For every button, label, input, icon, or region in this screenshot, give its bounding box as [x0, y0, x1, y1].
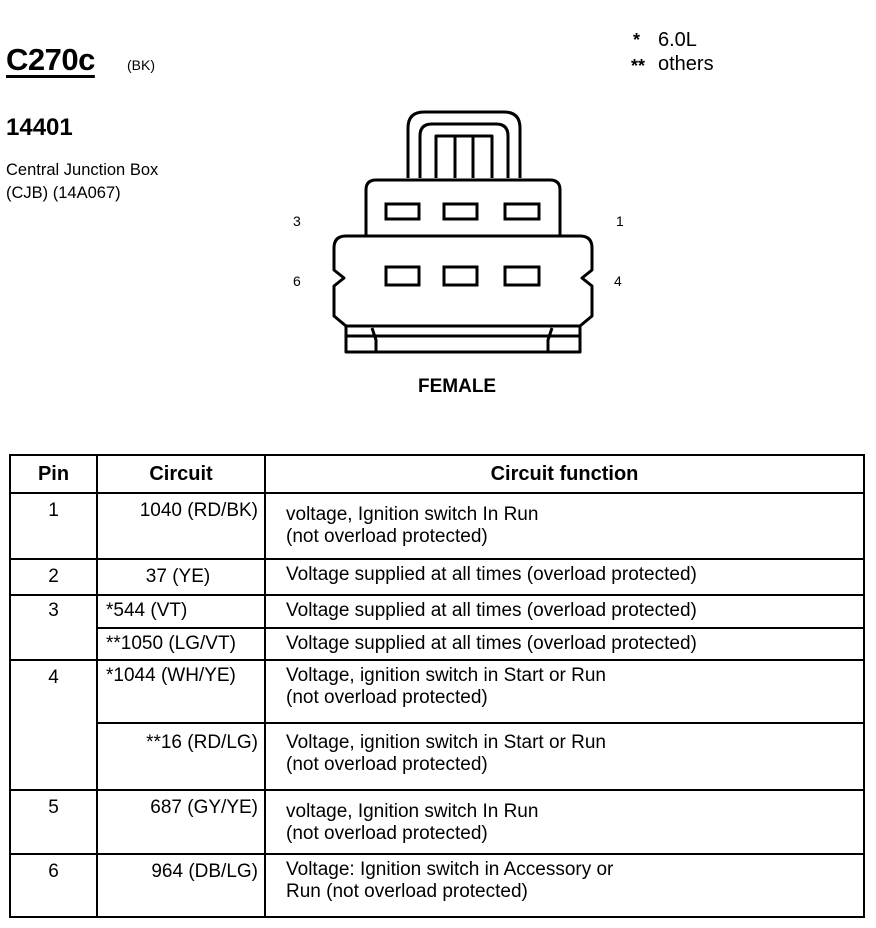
function-line: Voltage, ignition switch in Start or Run	[286, 665, 607, 686]
function-line: (not overload protected)	[286, 823, 488, 844]
cell-pin: 2	[10, 559, 97, 595]
table-row	[10, 723, 864, 790]
pinout-table	[9, 454, 865, 918]
function-line: Voltage, ignition switch in Start or Run	[286, 732, 607, 753]
table-row	[10, 628, 864, 660]
component-description-line1: Central Junction Box	[6, 161, 159, 179]
pin-label-6: 6	[293, 273, 301, 289]
function-line: Voltage supplied at all times (overload protected)	[286, 564, 697, 585]
cell-function	[265, 723, 864, 790]
cell-pin: 5	[10, 790, 97, 854]
function-line: Voltage supplied at all times (overload protected)	[286, 600, 697, 621]
table-header-row	[10, 455, 864, 493]
legend-symbol-2: **	[631, 56, 646, 76]
table-row	[10, 493, 864, 559]
function-line: voltage, Ignition switch In Run	[286, 801, 539, 822]
table-row	[10, 595, 864, 628]
function-line: Run (not overload protected)	[286, 881, 528, 902]
connector-color-code: (BK)	[127, 57, 155, 73]
table-row	[10, 559, 864, 595]
header-circuit: Circuit	[97, 455, 265, 493]
header-pin: Pin	[10, 455, 97, 493]
cell-circuit: **16 (RD/LG)	[97, 723, 265, 790]
cell-function	[265, 628, 864, 660]
cell-pin: 4	[10, 660, 97, 790]
cell-circuit: 687 (GY/YE)	[97, 790, 265, 854]
function-line: (not overload protected)	[286, 754, 488, 775]
cell-pin: 1	[10, 493, 97, 559]
legend-symbol-1: *	[633, 30, 641, 50]
cell-function	[265, 660, 864, 723]
cell-circuit: *544 (VT)	[97, 595, 265, 628]
table-row	[10, 854, 864, 917]
connector-face-diagram	[0, 0, 876, 420]
connector-gender-label: FEMALE	[418, 376, 497, 397]
function-line: voltage, Ignition switch In Run	[286, 504, 539, 525]
table-row	[10, 660, 864, 723]
cell-function	[265, 559, 864, 595]
cell-circuit: 964 (DB/LG)	[97, 854, 265, 917]
cell-function	[265, 493, 864, 559]
part-number: 14401	[6, 114, 73, 141]
cell-pin: 3	[10, 595, 97, 660]
cell-circuit: 1040 (RD/BK)	[97, 493, 265, 559]
function-line: (not overload protected)	[286, 526, 488, 547]
function-line: (not overload protected)	[286, 687, 488, 708]
connector-id: C270c	[6, 42, 95, 77]
pin-label-1: 1	[616, 213, 624, 229]
cell-function	[265, 790, 864, 854]
cell-function	[265, 595, 864, 628]
header-circuit-function: Circuit function	[265, 455, 864, 493]
cell-circuit: *1044 (WH/YE)	[97, 660, 265, 723]
table-row	[10, 790, 864, 854]
cell-circuit: **1050 (LG/VT)	[97, 628, 265, 660]
legend-label-1: 6.0L	[658, 29, 697, 51]
pin-label-4: 4	[614, 273, 622, 289]
cell-function	[265, 854, 864, 917]
cell-pin: 6	[10, 854, 97, 917]
component-description-line2: (CJB) (14A067)	[6, 184, 121, 202]
pin-label-3: 3	[293, 213, 301, 229]
function-line: Voltage supplied at all times (overload protected)	[286, 633, 697, 654]
legend-label-2: others	[658, 53, 714, 75]
function-line: Voltage: Ignition switch in Accessory or	[286, 859, 614, 880]
cell-circuit: 37 (YE)	[97, 559, 265, 595]
